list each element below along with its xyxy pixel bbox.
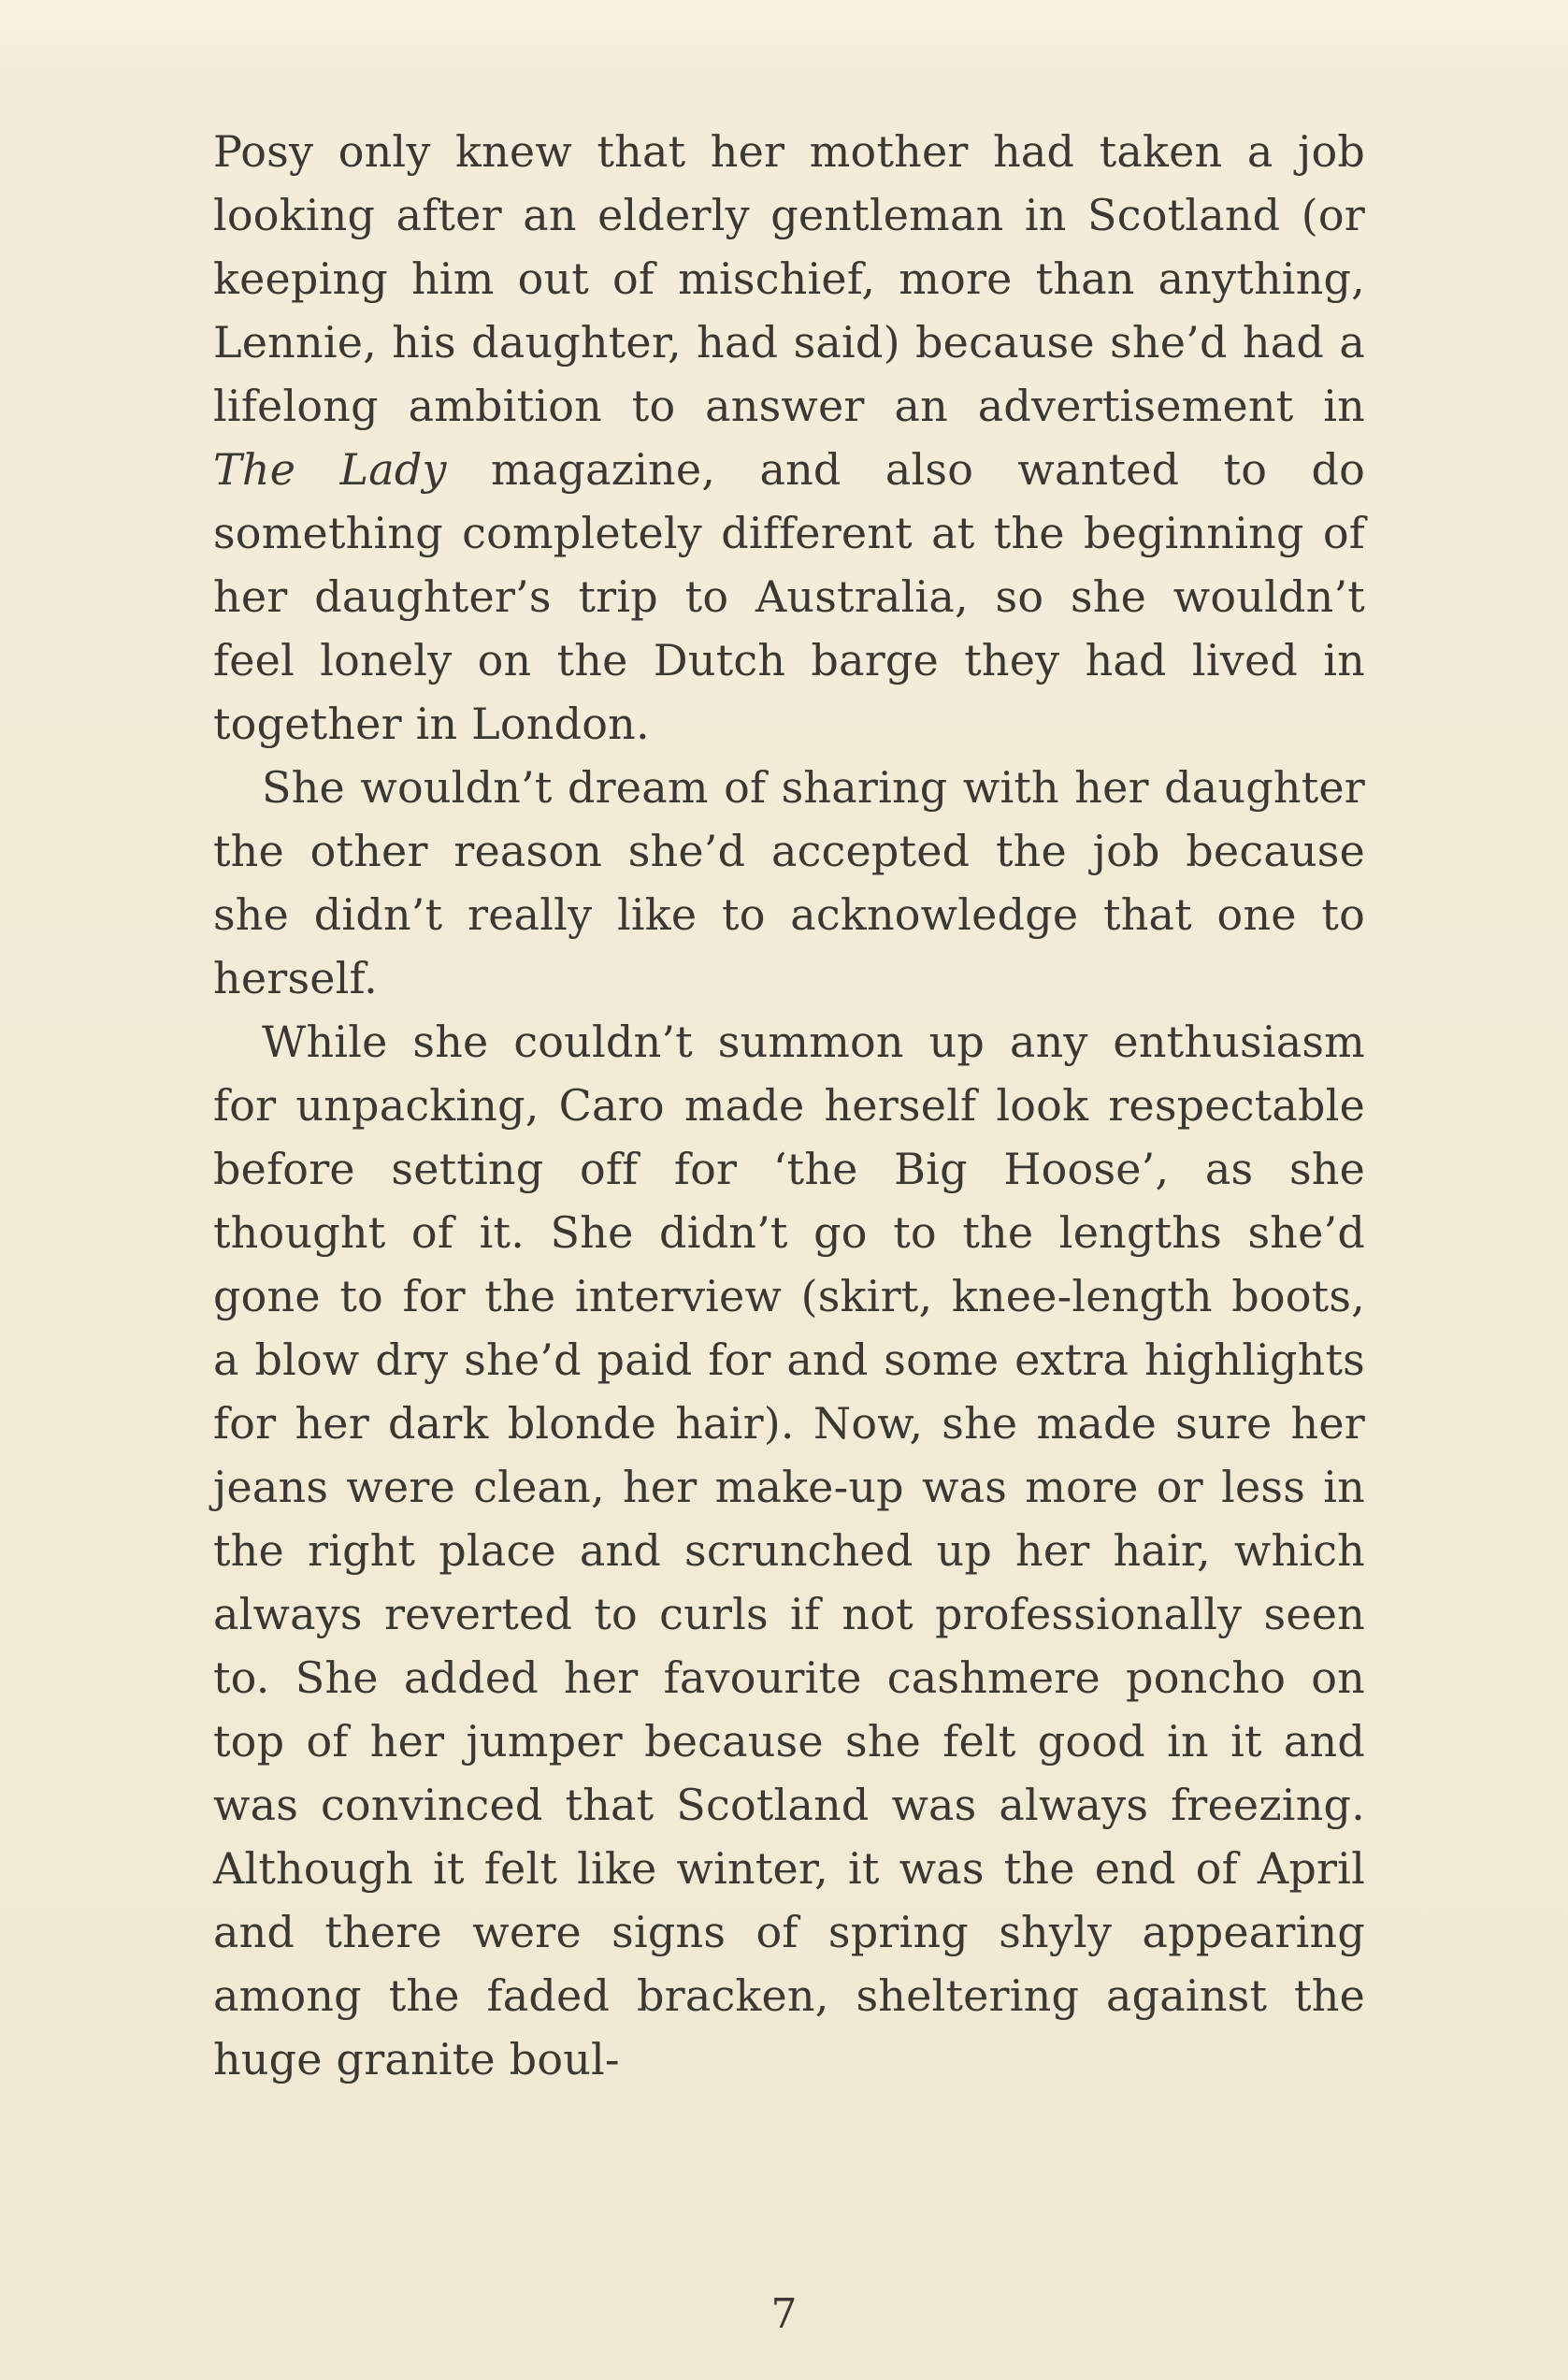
text-segment: While she couldn’t summon up any enthusiasm for unpacking, Caro made herself look respectable before setting off for ‘the Big Hoose’, as she thought of it. She didn’t go to the lengths she’d gone to for the interview (skirt, knee-length boots, a blow dry she’d paid for and some extra highlights for her dark blonde hair). Now, she made sure her jeans were clean, her make-up was more or less in the right place and scrunched up her hair, which always reverted to curls if not professionally seen to. She added her favourite cashmere poncho on top of her jumper because she felt good in it and was convinced that Scotland was always freezing. Although it felt like winter, it was the end of April and there were signs of spring shyly appearing among the faded bracken, sheltering against the huge granite boul- (213, 1017, 1365, 2084)
text-segment: magazine, and also wanted to do something completely different at the beginning of her daughter’s trip to Australia, so she wouldn’t feel lonely on the Dutch barge they had lived in together in London. (213, 444, 1365, 749)
italic-text-segment: The Lady (213, 444, 447, 495)
page-text (213, 120, 1365, 2091)
text-segment: Posy only knew that her mother had taken a job looking after an elderly gentleman in Scotland (or keeping him out of mischief, more than anything, Lennie, his daughter, had said) because she’d had a lifelong ambition to answer an advertisement in (213, 126, 1365, 431)
paragraph (213, 120, 1365, 756)
paragraph (213, 756, 1365, 1010)
page-number: 7 (770, 2290, 798, 2338)
text-segment: She wouldn’t dream of sharing with her daughter the other reason she’d accepted the job because she didn’t really like to acknowledge that one to herself. (213, 762, 1365, 1003)
paragraph (213, 1010, 1365, 2091)
